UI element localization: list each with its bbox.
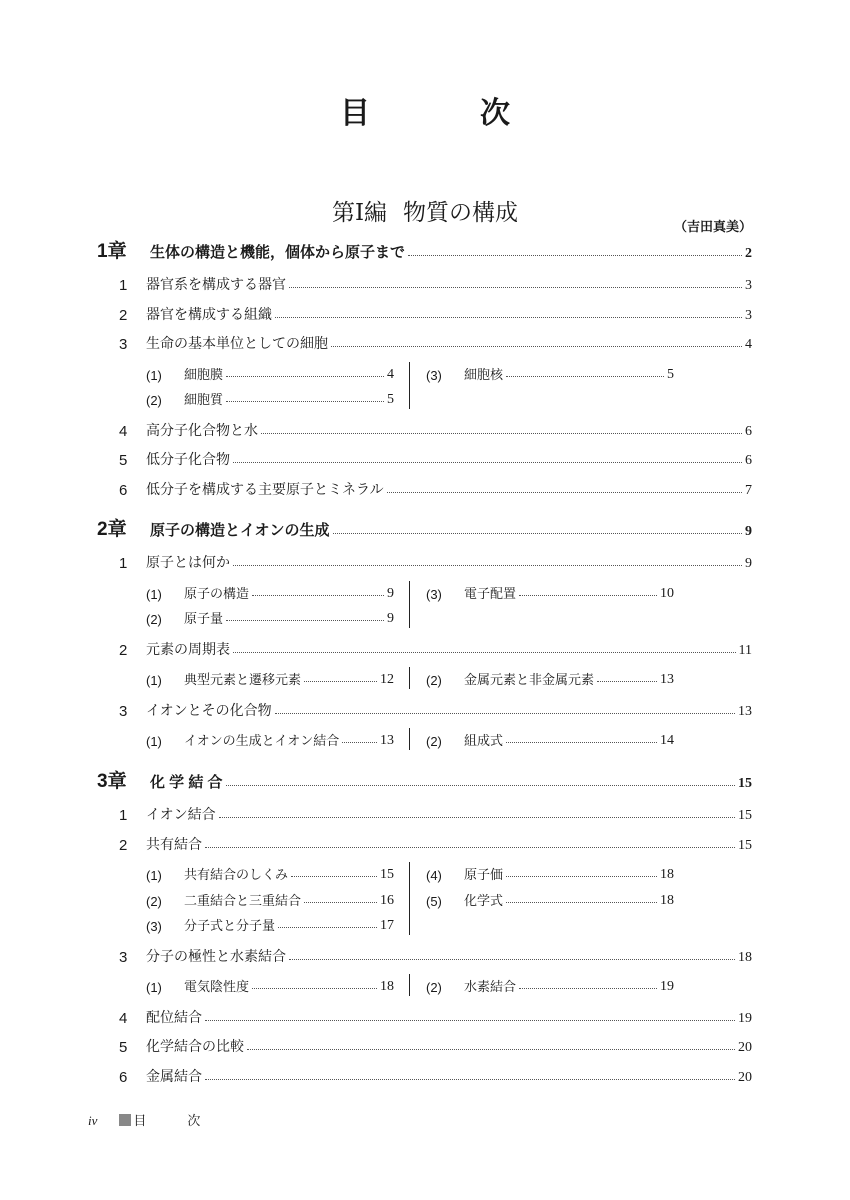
- page-number: 9: [387, 585, 394, 601]
- page-number: 17: [380, 918, 394, 933]
- chapter-title: 化 学 結 合: [150, 774, 223, 791]
- section-title: 化学結合の比較: [146, 1038, 244, 1054]
- subsection-entry[interactable]: [146, 887, 394, 909]
- subsection-title: イオンの生成とイオン結合: [184, 733, 340, 748]
- section-entry[interactable]: [0, 698, 850, 720]
- section-title: 器官系を構成する器官: [146, 276, 286, 292]
- section-entry[interactable]: [0, 447, 850, 469]
- dot-leader: [304, 902, 377, 903]
- dot-leader: [408, 255, 742, 256]
- page-number: 18: [660, 867, 674, 882]
- subsection-title: 組成式: [464, 733, 504, 748]
- dot-leader: [233, 565, 742, 566]
- dot-leader: [247, 1049, 735, 1050]
- section-title: 原子とは何か: [146, 554, 230, 570]
- part-label: 第Ⅰ編: [331, 200, 388, 225]
- section-entry[interactable]: [0, 1005, 850, 1027]
- page-number: 4: [387, 366, 394, 382]
- section-entry[interactable]: [0, 802, 850, 824]
- page-number: 16: [380, 892, 394, 908]
- page-number: 15: [738, 837, 752, 853]
- author: （吉田真美）: [673, 219, 752, 234]
- dot-leader: [226, 620, 384, 621]
- subsection-entry[interactable]: [426, 727, 674, 749]
- dot-leader: [291, 876, 377, 877]
- chapter-heading[interactable]: [0, 770, 850, 792]
- section-entry[interactable]: [0, 477, 850, 499]
- section-number: 3: [119, 702, 128, 720]
- section-number: 1: [119, 277, 128, 294]
- dot-leader: [519, 595, 657, 596]
- section-entry[interactable]: [0, 550, 850, 572]
- subsection-number: (2): [426, 734, 442, 749]
- subsection-entry[interactable]: [426, 973, 674, 995]
- subsection-entry[interactable]: [146, 666, 394, 688]
- part-name: 物質の構成: [403, 200, 519, 225]
- section-title: 生命の基本単位としての細胞: [146, 335, 328, 351]
- section-number: 4: [119, 422, 128, 440]
- subsection-title: 二重結合と三重結合: [184, 892, 302, 908]
- section-number: 5: [119, 452, 128, 469]
- page-number: 9: [745, 524, 752, 539]
- dot-leader: [506, 902, 657, 903]
- dot-leader: [289, 287, 742, 288]
- page-footer: [88, 1110, 214, 1129]
- subsection-number: (3): [146, 919, 162, 934]
- chapter-title: 原子の構造とイオンの生成: [150, 522, 330, 539]
- dot-leader: [275, 317, 742, 318]
- subsection-title: 原子量: [184, 611, 224, 626]
- page-number: 6: [745, 423, 752, 439]
- page-title: 目 次: [340, 97, 550, 130]
- section-title: イオンとその化合物: [146, 701, 272, 718]
- dot-leader: [226, 401, 384, 402]
- section-title: 配位結合: [146, 1008, 202, 1025]
- page-number: 19: [660, 979, 674, 994]
- footer-label: 目 次: [133, 1113, 215, 1128]
- subsection-title: 細胞核: [464, 366, 504, 382]
- section-title: 金属結合: [146, 1067, 202, 1084]
- section-entry[interactable]: [0, 944, 850, 966]
- column-divider: [409, 862, 410, 935]
- subsection-title: 金属元素と非金属元素: [464, 672, 595, 687]
- section-number: 1: [119, 555, 128, 572]
- page-number: 14: [660, 733, 674, 748]
- dot-leader: [304, 681, 377, 682]
- dot-leader: [252, 988, 377, 989]
- dot-leader: [506, 876, 657, 877]
- column-divider: [409, 974, 410, 996]
- column-divider: [409, 728, 410, 750]
- page-number: 11: [738, 642, 752, 658]
- chapter-title: 生体の構造と機能，個体から原子まで: [150, 244, 406, 261]
- section-entry[interactable]: [0, 272, 850, 294]
- subsection-number: (3): [426, 586, 442, 602]
- dot-leader: [219, 817, 735, 818]
- page-number: 18: [660, 892, 674, 908]
- page-number: 13: [380, 733, 394, 748]
- page-number: 20: [738, 1040, 752, 1055]
- page-number: 3: [745, 307, 752, 323]
- subsection-entry[interactable]: [146, 386, 394, 408]
- dot-leader: [506, 376, 664, 377]
- section-number: 2: [119, 641, 128, 659]
- page-number: 18: [738, 949, 752, 965]
- section-number: 1: [119, 807, 128, 824]
- dot-leader: [275, 713, 735, 714]
- subsection-title: 化学式: [464, 892, 504, 908]
- subsection-entry[interactable]: [146, 861, 394, 883]
- subsection-number: (2): [146, 612, 162, 627]
- subsection-title: 原子価: [464, 867, 504, 882]
- dot-leader: [205, 1020, 735, 1021]
- section-title: 共有結合: [146, 835, 202, 852]
- dot-leader: [289, 959, 735, 960]
- section-title: 分子の極性と水素結合: [146, 947, 286, 964]
- section-entry[interactable]: [0, 1064, 850, 1086]
- folio: iv: [88, 1113, 98, 1128]
- section-number: 6: [119, 1068, 128, 1086]
- section-entry[interactable]: [0, 331, 850, 353]
- page-number: 19: [738, 1010, 752, 1026]
- dot-leader: [331, 346, 742, 347]
- dot-leader: [278, 927, 377, 928]
- dot-leader: [342, 742, 377, 743]
- page-number: 2: [745, 246, 752, 261]
- subsection-title: 電気陰性度: [184, 979, 250, 994]
- dot-leader: [226, 785, 735, 786]
- subsection-number: (1): [146, 586, 162, 602]
- subsection-title: 分子式と分子量: [184, 918, 276, 933]
- subsection-entry[interactable]: [146, 973, 394, 995]
- section-number: 2: [119, 836, 128, 854]
- subsection-entry[interactable]: [146, 912, 394, 934]
- dot-leader: [233, 462, 742, 463]
- subsection-number: (2): [426, 673, 442, 688]
- page-number: 5: [387, 392, 394, 407]
- page-number: 4: [745, 337, 752, 352]
- section-title: 器官を構成する組織: [146, 305, 272, 322]
- dot-leader: [261, 433, 742, 434]
- dot-leader: [333, 533, 742, 534]
- page-number: 3: [745, 278, 752, 293]
- subsection-entry[interactable]: [146, 605, 394, 627]
- subsection-title: 典型元素と遷移元素: [184, 672, 302, 687]
- section-title: 低分子化合物: [146, 451, 230, 467]
- chapter-heading[interactable]: [0, 518, 850, 540]
- chapter-number: 2章: [97, 519, 127, 540]
- subsection-title: 水素結合: [464, 979, 517, 994]
- chapter-number: 3章: [97, 771, 127, 792]
- dot-leader: [205, 1079, 735, 1080]
- dot-leader: [233, 652, 736, 653]
- section-entry[interactable]: [0, 1034, 850, 1056]
- subsection-entry[interactable]: [426, 887, 674, 909]
- section-number: 2: [119, 306, 128, 324]
- dot-leader: [387, 492, 742, 493]
- section-title: 元素の周期表: [146, 640, 230, 657]
- section-title: 低分子を構成する主要原子とミネラル: [146, 480, 384, 497]
- subsection-number: (2): [146, 393, 162, 408]
- dot-leader: [519, 988, 657, 989]
- subsection-number: (1): [146, 980, 162, 995]
- section-entry[interactable]: [0, 832, 850, 854]
- column-divider: [409, 667, 410, 689]
- subsection-entry[interactable]: [146, 361, 394, 383]
- section-number: 5: [119, 1039, 128, 1056]
- subsection-title: 原子の構造: [184, 585, 250, 601]
- subsection-number: (3): [426, 367, 442, 383]
- page-number: 15: [738, 776, 752, 791]
- section-entry[interactable]: [0, 637, 850, 659]
- page-number: 9: [745, 556, 752, 571]
- subsection-number: (1): [146, 734, 162, 749]
- subsection-number: (5): [426, 893, 442, 909]
- subsection-entry[interactable]: [146, 727, 394, 749]
- subsection-entry[interactable]: [426, 666, 674, 688]
- subsection-entry[interactable]: [146, 580, 394, 602]
- subsection-entry[interactable]: [426, 361, 674, 383]
- column-divider: [409, 581, 410, 628]
- subsection-number: (1): [146, 868, 162, 883]
- dot-leader: [226, 376, 384, 377]
- subsection-title: 細胞質: [184, 392, 224, 407]
- page-number: 13: [660, 672, 674, 687]
- subsection-entry[interactable]: [426, 861, 674, 883]
- section-number: 3: [119, 948, 128, 966]
- subsection-number: (2): [426, 980, 442, 995]
- section-entry[interactable]: [0, 418, 850, 440]
- section-entry[interactable]: [0, 302, 850, 324]
- section-number: 4: [119, 1009, 128, 1027]
- subsection-number: (1): [146, 367, 162, 383]
- page-number: 12: [380, 672, 394, 687]
- page-number: 5: [667, 366, 674, 382]
- page-number: 6: [745, 453, 752, 468]
- page-number: 15: [380, 867, 394, 882]
- subsection-title: 細胞膜: [184, 366, 224, 382]
- chapter-heading[interactable]: [0, 240, 850, 262]
- page-number: 18: [380, 979, 394, 994]
- column-divider: [409, 362, 410, 409]
- section-title: 高分子化合物と水: [146, 421, 258, 438]
- section-title: イオン結合: [146, 806, 216, 822]
- dot-leader: [597, 681, 657, 682]
- page-number: 7: [745, 482, 752, 498]
- section-number: 3: [119, 336, 128, 353]
- subsection-number: (4): [426, 868, 442, 883]
- chapter-number: 1章: [97, 241, 127, 262]
- page-number: 13: [738, 703, 752, 719]
- page-number: 20: [738, 1069, 752, 1085]
- subsection-number: (2): [146, 893, 162, 909]
- page-number: 9: [387, 611, 394, 626]
- page-number: 15: [738, 808, 752, 823]
- section-number: 6: [119, 481, 128, 499]
- subsection-title: 電子配置: [464, 585, 517, 601]
- dot-leader: [506, 742, 657, 743]
- square-marker-icon: [119, 1114, 131, 1126]
- subsection-title: 共有結合のしくみ: [184, 867, 289, 882]
- subsection-number: (1): [146, 673, 162, 688]
- subsection-entry[interactable]: [426, 580, 674, 602]
- dot-leader: [205, 847, 735, 848]
- page-number: 10: [660, 585, 674, 601]
- dot-leader: [252, 595, 384, 596]
